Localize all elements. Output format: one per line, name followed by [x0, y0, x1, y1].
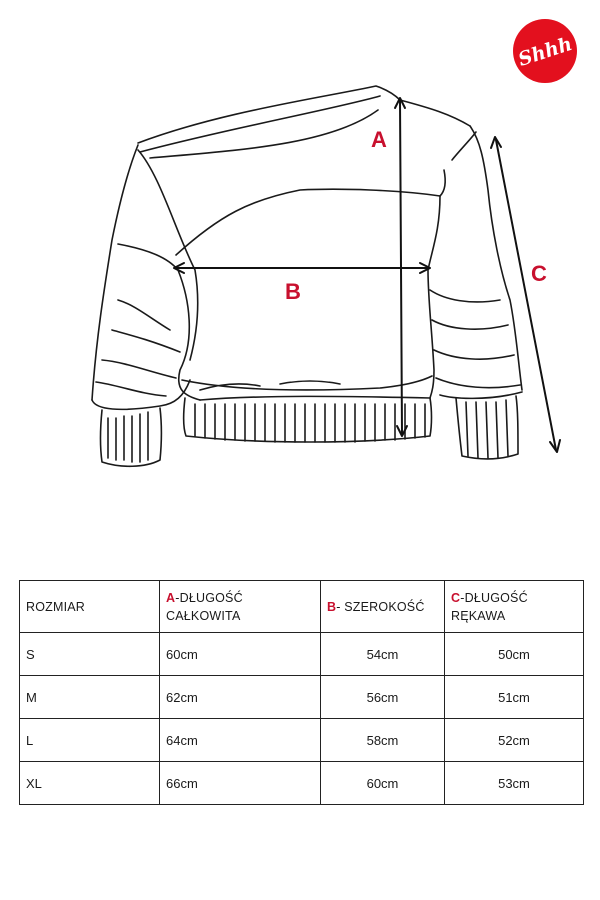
size-cell: M — [20, 676, 160, 719]
total-length-cell: 64cm — [160, 719, 321, 762]
header-width: B- SZEROKOŚĆ — [321, 581, 445, 633]
header-sleeve-length: C-DŁUGOŚĆ RĘKAWA — [445, 581, 584, 633]
header-total-length: A-DŁUGOŚĆ CAŁKOWITA — [160, 581, 321, 633]
table-row — [20, 719, 584, 762]
size-cell: S — [20, 633, 160, 676]
table-row — [20, 633, 584, 676]
table-header-row — [20, 581, 584, 633]
header-size: ROZMIAR — [20, 581, 160, 633]
logo-text: Shhh — [515, 32, 575, 71]
width-cell: 58cm — [321, 719, 445, 762]
sleeve-length-cell: 52cm — [445, 719, 584, 762]
total-length-cell: 62cm — [160, 676, 321, 719]
total-length-cell: 60cm — [160, 633, 321, 676]
width-cell: 54cm — [321, 633, 445, 676]
total-length-cell: 66cm — [160, 762, 321, 805]
width-cell: 60cm — [321, 762, 445, 805]
size-table — [19, 580, 584, 805]
sleeve-length-cell: 51cm — [445, 676, 584, 719]
sleeve-length-cell: 50cm — [445, 633, 584, 676]
table-row — [20, 762, 584, 805]
table-row — [20, 676, 584, 719]
measure-letter-c: C — [531, 261, 547, 286]
measure-letter-a: A — [371, 127, 387, 152]
size-cell: L — [20, 719, 160, 762]
size-cell: XL — [20, 762, 160, 805]
measure-letter-b: B — [285, 279, 301, 304]
width-cell: 56cm — [321, 676, 445, 719]
sleeve-length-cell: 53cm — [445, 762, 584, 805]
